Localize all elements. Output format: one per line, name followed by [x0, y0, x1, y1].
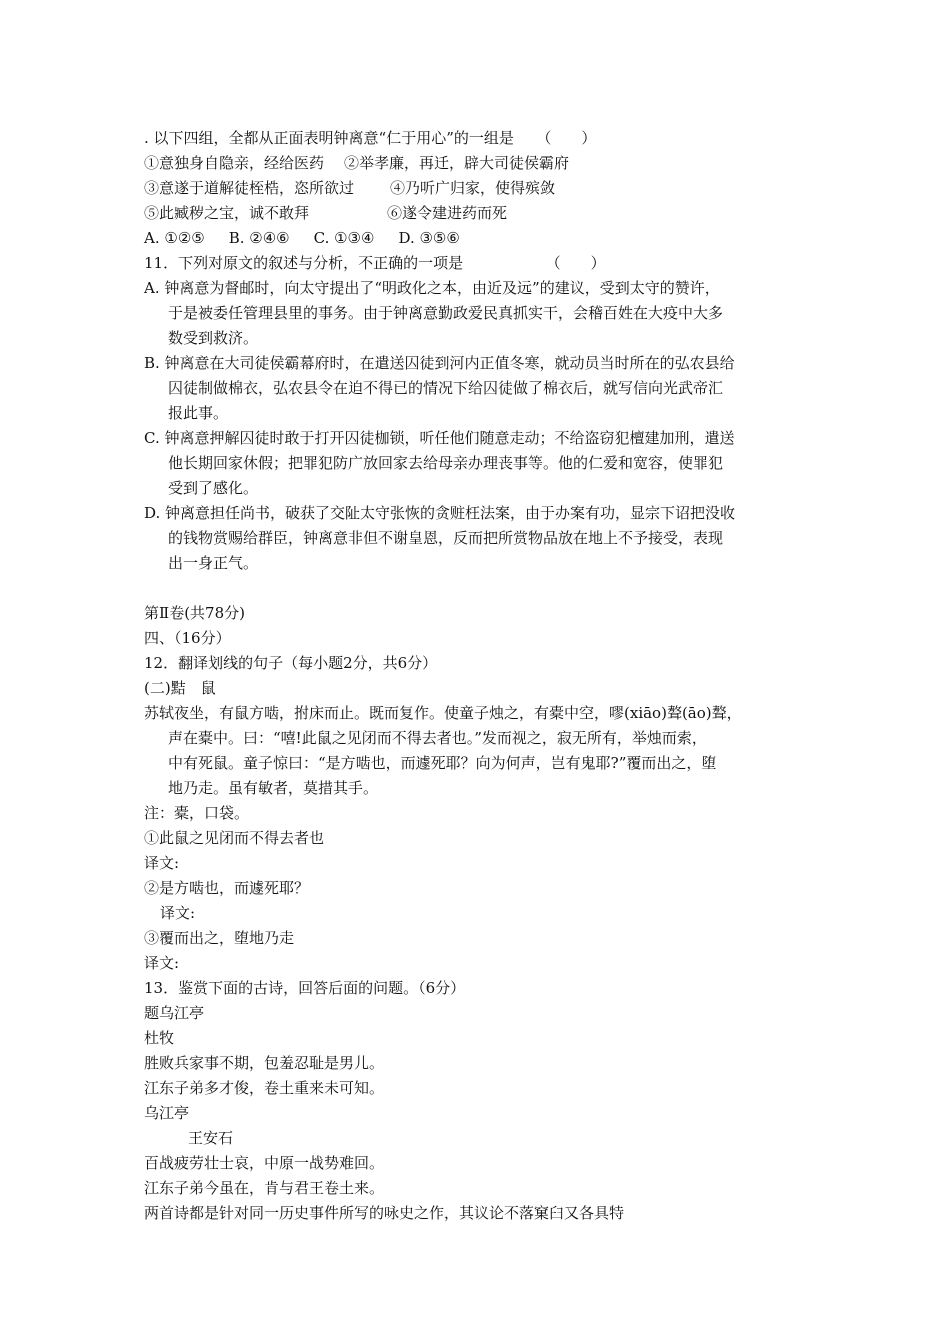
q10-choices — [144, 228, 460, 248]
q10-choice-d: D. ③⑤⑥ — [398, 229, 460, 247]
poem1-line-1: 胜败兵家事不期，包羞忍耻是男儿。 — [144, 1054, 385, 1072]
poem2-title: 乌江亭 — [144, 1104, 190, 1122]
q11-a-line-1: A. 钟离意为督邮时，向太守提出了“明政化之本，由近及远”的建议，受到太守的赞许， — [144, 279, 720, 297]
q13-stem: 13．鉴赏下面的古诗，回答后面的问题。（6分） — [144, 979, 466, 997]
poem2-author: 王安石 — [188, 1129, 234, 1147]
section-four-heading: 四、（16分） — [144, 629, 231, 647]
q11-a-line-2: 于是被委任管理县里的事务。由于钟离意勤政爱民真抓实干，会稽百姓在大疫中大多 — [168, 304, 724, 322]
q10-option-6: ⑥遂令建进药而死 — [387, 204, 508, 222]
q11-d-line-3: 出一身正气。 — [168, 554, 259, 572]
q11-d-line-1: D. 钟离意担任尚书，破获了交阯太守张恢的贪赃枉法案，由于办案有功，显宗下诏把没收 — [144, 504, 736, 522]
passage-title: (二)黠 鼠 — [144, 679, 216, 697]
q12-sentence-1: ①此鼠之见闭而不得去者也 — [144, 829, 325, 847]
poem1-line-2: 江东子弟多才俊，卷土重来未可知。 — [144, 1079, 385, 1097]
q12-sentence-3: ③覆而出之，堕地乃走 — [144, 929, 295, 947]
q10-option-1: ①意独身自隐亲，经给医药 — [144, 154, 325, 172]
poem2-line-1: 百战疲劳壮士哀，中原一战势难回。 — [144, 1154, 385, 1172]
q11-b-line-3: 报此事。 — [168, 404, 229, 422]
q10-options-3-4 — [144, 178, 555, 198]
q11-d-line-2: 的钱物赏赐给群臣，钟离意非但不谢皇恩，反而把所赏物品放在地上不予接受，表现 — [168, 529, 724, 547]
q12-stem: 12．翻译划线的句子（每小题2分，共6分） — [144, 654, 438, 672]
section-heading: 第Ⅱ卷(共78分) — [144, 604, 245, 622]
q10-choice-b: B. ②④⑥ — [228, 229, 290, 247]
q11-c-line-3: 受到了感化。 — [168, 479, 259, 497]
q11-c-line-2: 他长期回家休假；把罪犯防广放回家去给母亲办理丧事等。他的仁爱和宽容，使罪犯 — [168, 454, 724, 472]
q10-option-5: ⑤此臧秽之宝，诚不敢拜 — [144, 204, 310, 222]
translation-label-2: 译文: — [160, 904, 196, 922]
poem1-author: 杜牧 — [144, 1029, 175, 1047]
passage-line-1: 苏轼夜坐，有鼠方啮，拊床而止。既而复作。使童子烛之，有橐中空，嘐(xiāo)聱(āo)聱， — [144, 704, 742, 722]
passage-line-2: 声在橐中。曰：“嘻!此鼠之见闭而不得去者也。”发而视之，寂无所有，举烛而索， — [168, 729, 707, 747]
q10-choice-c: C. ①③④ — [313, 229, 375, 247]
q11-a-line-3: 数受到救济。 — [168, 329, 259, 347]
q10-stem: . 以下四组，全都从正面表明钟离意“仁于用心”的一组是 （ ） — [144, 129, 597, 147]
q10-option-2: ②举孝廉，再迁，辟大司徒侯霸府 — [344, 154, 570, 172]
q10-option-3: ③意遂于道解徒桎梏，恣所欲过 — [144, 179, 355, 197]
translation-label-3: 译文: — [144, 954, 180, 972]
q11-c-line-1: C. 钟离意押解囚徒时敢于打开囚徒枷锁，听任他们随意走动；不给盗窃犯檀建加刑，遣送 — [144, 429, 735, 447]
passage-line-3: 中有死鼠。童子惊曰：“是方啮也，而遽死耶？向为何声，岂有鬼耶?”覆而出之，堕 — [168, 754, 717, 772]
poem2-line-2: 江东子弟今虽在，肯与君王卷土来。 — [144, 1179, 385, 1197]
q10-choice-a: A. ①②⑤ — [144, 229, 205, 247]
q10-options-5-6 — [144, 203, 507, 223]
q10-option-4: ④乃听广归家，使得殡敛 — [390, 179, 556, 197]
translation-label-1: 译文: — [144, 854, 180, 872]
q13-prompt: 两首诗都是针对同一历史事件所写的咏史之作，其议论不落窠臼又各具特 — [144, 1204, 625, 1222]
q11-b-line-1: B. 钟离意在大司徒侯霸幕府时，在遣送囚徒到河内正值冬寒，就动员当时所在的弘农县给 — [144, 354, 735, 372]
passage-note: 注：橐，口袋。 — [144, 804, 250, 822]
passage-line-4: 地乃走。虽有敏者，莫措其手。 — [168, 779, 379, 797]
poem1-title: 题乌江亭 — [144, 1004, 205, 1022]
q11-b-line-2: 囚徒制做棉衣，弘农县令在迫不得已的情况下给囚徒做了棉衣后，就写信向光武帝汇 — [168, 379, 724, 397]
q10-options-1-2 — [144, 153, 569, 173]
q11-stem: 11．下列对原文的叙述与分析，不正确的一项是 （ ） — [144, 254, 606, 272]
q12-sentence-2: ②是方啮也，而遽死耶？ — [144, 879, 310, 897]
